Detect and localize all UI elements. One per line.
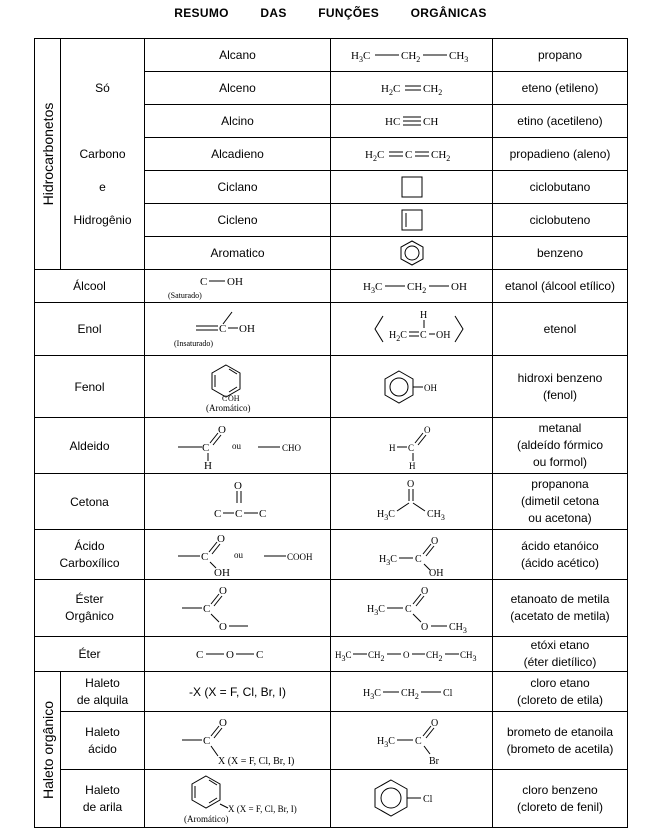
organic-functions-table [34,38,628,828]
svg-text:O: O [233,479,242,492]
example-name: etenol [493,303,628,356]
example-name: metanal (aldeído fórmico ou formol) [493,418,628,474]
svg-text:C: C [201,441,209,454]
svg-text:CH2: $CH_2$ [406,281,426,295]
svg-text:C: C [404,604,412,615]
example-name: ácido etanóico (ácido acético) [493,530,628,580]
aryl-halide-general-structure [145,770,331,828]
function-name: Alceno [145,72,331,105]
ethyne-structure [331,105,493,138]
svg-text:C: C [195,649,203,661]
example-name: cloro etano (cloreto de etila) [493,672,628,712]
svg-text:OH: OH [213,566,230,578]
benzene-structure [331,237,493,270]
function-name: Ácido Carboxílico [35,530,145,580]
svg-text:Cl: Cl [422,793,432,805]
function-name: Alcadieno [145,138,331,171]
svg-text:C: C [404,149,412,161]
svg-text:H3C: $H_3C$ [376,508,395,522]
function-name: Álcool [35,270,145,303]
svg-text:CHO: CHO [281,442,301,453]
svg-text:X (X = F, Cl, Br, I): X (X = F, Cl, Br, I) [217,755,294,767]
example-name: propano [493,39,628,72]
svg-text:OH: OH [450,281,467,293]
svg-text:H3C: $H_3C$ [362,281,382,295]
svg-text:CH3: $CH_3$ [448,622,467,634]
svg-text:C: C [202,603,210,615]
svg-text:ou: ou [233,549,243,560]
function-name: Alcano [145,39,331,72]
desc-word: e [99,180,106,194]
svg-text:O: O [216,532,225,545]
svg-text:OH: OH [227,393,240,403]
example-name: eteno (etileno) [493,72,628,105]
propanone-structure [331,474,493,530]
propane-structure [331,39,493,72]
svg-text:O: O [420,586,428,597]
svg-text:X (X = F, Cl, Br, I): X (X = F, Cl, Br, I) [227,803,297,814]
svg-text:Cl: Cl [442,687,452,699]
svg-text:O: O [218,585,227,597]
example-name: etóxi etano (éter dietílico) [493,637,628,672]
svg-text:O: O [218,716,227,729]
svg-text:H: H [388,442,395,453]
desc-word: Carbono [79,147,126,161]
svg-text:C: C [255,649,263,661]
function-name: Ciclano [145,171,331,204]
svg-text:COOH: COOH [286,551,313,562]
svg-text:CH3: CH3 [459,650,477,663]
example-name: benzeno [493,237,628,270]
svg-text:Br: Br [428,755,439,767]
example-name: hidroxi benzeno (fenol) [493,356,628,418]
svg-text:(Saturado): (Saturado) [167,291,202,300]
svg-text:H3C: $H_3C$ [376,735,395,749]
function-name: Cicleno [145,204,331,237]
svg-text:H2C: $H_2C$ [388,330,407,343]
ethene-structure [331,72,493,105]
svg-text:ou: ou [231,440,241,451]
alkyl-halide-general: -X (X = F, Cl, Br, I) [145,672,331,712]
alcohol-general-structure [145,270,331,303]
svg-text:H2C: $H_2C$ [380,83,400,97]
example-name: cloro benzeno (cloreto de fenil) [493,770,628,828]
svg-text:(Insaturado): (Insaturado) [173,339,213,348]
svg-text:O: O [430,535,438,547]
function-name: Aldeido [35,418,145,474]
hydrocarbons-group-label: Hidrocarbonetos [35,39,61,270]
enol-general-structure [145,303,331,356]
acetyl-bromide-structure [331,712,493,770]
function-name: Haleto ácido [61,712,145,770]
svg-text:H: H [203,459,212,471]
svg-text:CH3: $CH_3$ [426,508,445,522]
svg-text:OH: OH [435,330,450,341]
ethoxyethane-structure [331,637,493,672]
page-title: RESUMO DAS FUNÇÕES ORGÂNICAS [174,6,487,20]
svg-text:CH2: CH2 [367,650,385,663]
function-name: Enol [35,303,145,356]
svg-text:O: O [402,650,409,660]
svg-text:HC: HC [384,116,400,128]
svg-text:CH2: $CH_2$ [422,83,442,97]
desc-word: Hidrogênio [73,213,132,227]
acyl-halide-general-structure [145,712,331,770]
example-name: brometo de etanoila (brometo de acetila) [493,712,628,770]
function-name: Éter [35,637,145,672]
ethanoic-acid-structure [331,530,493,580]
svg-text:OH: OH [238,323,255,335]
svg-text:C: C [213,507,221,520]
svg-text:H3C: H3C [334,650,352,663]
methanal-structure [331,418,493,474]
ketone-general-structure [145,474,331,530]
halides-group-label: Haleto orgânico [35,672,61,828]
chloroethane-structure [331,672,493,712]
svg-text:CH2: $CH_2$ [400,50,420,64]
desc-word: Só [95,81,110,95]
function-name: Aromatico [145,237,331,270]
cyclobutene-structure [331,204,493,237]
svg-text:H2C: $H_2C$ [364,149,384,163]
example-name: etanoato de metila (acetato de metila) [493,580,628,637]
ethanol-structure [331,270,493,303]
svg-text:C: C [419,330,427,341]
cyclobutane-structure [331,171,493,204]
svg-text:OH: OH [423,382,437,393]
hydrocarbons-description [61,39,145,270]
example-name: etanol (álcool etílico) [493,270,628,303]
svg-text:H3C: $H_3C$ [366,604,385,617]
svg-text:C: C [200,550,208,563]
svg-text:C: C [414,735,422,747]
svg-text:O: O [430,717,438,729]
example-name: ciclobuteno [493,204,628,237]
svg-text:H3C: $H_3C$ [378,553,397,567]
svg-text:O: O [217,423,226,436]
svg-text:OH: OH [226,276,243,288]
svg-text:C: C [221,393,227,403]
svg-text:(Aromático): (Aromático) [205,402,250,413]
propadiene-structure [331,138,493,171]
ethenol-structure [331,303,493,356]
svg-text:C: C [199,276,207,288]
svg-text:H3C: $H_3C$ [350,50,370,64]
function-name: Haleto de arila [61,770,145,828]
phenol-general-structure [145,356,331,418]
svg-text:(Aromático): (Aromático) [183,813,228,824]
aldehyde-general-structure [145,418,331,474]
svg-text:O: O [423,424,430,435]
svg-text:OH: OH [428,567,443,578]
svg-text:O: O [406,478,414,490]
example-name: propadieno (aleno) [493,138,628,171]
chlorobenzene-structure [331,770,493,828]
function-name: Cetona [35,474,145,530]
svg-text:CH: CH [422,116,438,128]
svg-text:C: C [258,507,266,520]
svg-text:H: H [419,310,427,321]
function-name: Haleto de alquila [61,672,145,712]
svg-text:C: C [407,442,414,453]
svg-text:CH2: $CH_2$ [430,149,450,163]
function-name: Alcino [145,105,331,138]
svg-text:H3C: $H_3C$ [362,687,381,701]
svg-text:O: O [420,622,428,633]
svg-text:C: C [202,734,210,747]
methyl-ethanoate-structure [331,580,493,637]
svg-text:C: C [234,507,242,520]
svg-text:H: H [408,460,415,471]
ester-general-structure [145,580,331,637]
svg-text:CH3: $CH_3$ [448,50,468,64]
svg-text:O: O [218,621,227,633]
function-name: Fenol [35,356,145,418]
example-name: ciclobutano [493,171,628,204]
example-name: etino (acetileno) [493,105,628,138]
function-name: Éster Orgânico [35,580,145,637]
carboxylic-acid-general-structure [145,530,331,580]
ether-general-structure [145,637,331,672]
svg-text:CH2: $CH_2$ [400,687,419,701]
svg-text:CH2: CH2 [425,650,443,663]
svg-text:O: O [225,649,234,661]
svg-text:C: C [414,553,422,565]
phenol-structure [331,356,493,418]
example-name: propanona (dimetil cetona ou acetona) [493,474,628,530]
svg-text:C: C [218,323,226,335]
